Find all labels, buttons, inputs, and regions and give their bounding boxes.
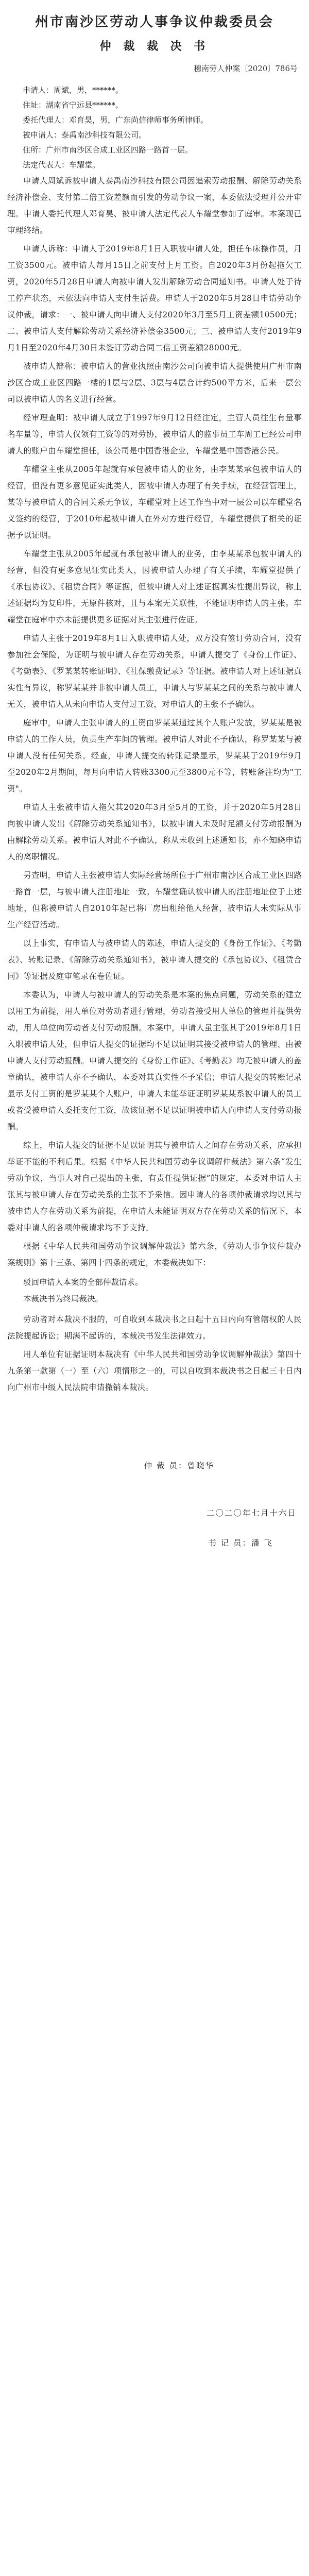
clerk-signature: 书 记 员：潘 飞 [208, 1538, 273, 1548]
organization-title: 州市南沙区劳动人事争议仲裁委员会 [35, 14, 274, 30]
intro-paragraph: 申请人周斌诉被申请人泰禹南沙科技有限公司因追索劳动报酬、解除劳动关系经济补偿金、支付第二倍工资差额而引发的劳动争议一案，本委依法受理并公开审理。申请人委托代理人邓育昊、被申请人法定代表人车耀堂参加了庭审。本案现已审理终结。 [7, 176, 302, 235]
signature-block [7, 1458, 302, 1551]
reasoning-paragraph: 本委认为，申请人与被申请人的劳动关系是本案的焦点问题，劳动关系的建立以用工为前提，用人单位对劳动者进行管理，劳动者接受用人单位的管理并提供劳动，用人单位向劳动者支付劳动报酬。本案中，申请人虽主张其于2019年8月1日入职被申请人处，但申请人提交的证据均不足以证明其接受被申请人的管理、由被申请人支付劳动报酬。申请人提交的《身份工作证》、《考勤表》均无被申请人的盖章确认，被申请人亦不予确认，本委对其真实性不予采信；申请人提交的转账记录显示支付工资的是罗某某个人账户，申请人未能举证证明罗某某系被申请人的员工或者受被申请人委托支付工资，故该证据不足以证明被申请人向申请人支付劳动报酬。 [7, 990, 302, 1131]
applicant-address-line: 住址：湖南省宁远县******。 [23, 100, 124, 110]
legal-basis-paragraph: 根据《中华人民共和国劳动争议调解仲裁法》第六条，《劳动人事争议仲裁办案规则》第十三条、第四十四条的规定，本委裁决如下： [7, 1242, 302, 1267]
legal-representative-line: 法定代表人：车耀堂。 [23, 160, 100, 170]
body-section [7, 173, 302, 1271]
evidence-summary-paragraph: 以上事实，有申请人与被申请人的陈述，申请人提交的《身份工作证》、《考勤表》、转账记录、《解除劳动关系通知书》，被申请人提交的《承包协议》、《租赁合同》等证据及庭审笔录在卷佐证。 [7, 939, 302, 981]
facts-paragraph: 庭审中，申请人主张申请人的工资由罗某某通过其个人账户发放，罗某某是被申请人的工作人员，负责生产车间的管理。被申请人对此不予确认，称罗某某与被申请人没有任何关系。经查，申请人提交的转账记录显示，罗某某于2019年9月至2020年2月期间，每月向申请人转账3300元至3800元不等，转账备注均为"工资"。 [7, 718, 302, 793]
respondent-address-line: 住所：广州市南沙区合成工业区四路一路首一层。 [23, 145, 193, 155]
applicant-line: 申请人：周斌，男，******。 [23, 86, 124, 95]
facts-paragraph: 申请人主张被申请人拖欠其2020年3月至5月的工资，并于2020年5月28日向被申请人发出《解除劳动关系通知书》，以被申请人未及时足额支付劳动报酬为由解除劳动关系。被申请人对此不予确认，称从未收到上述通知书，亦不知晓申请人的离职情况。 [7, 803, 302, 861]
facts-paragraph: 车耀堂主张从2005年起就有承包被申请人的业务，由李某某承包被申请人的经营，但没有更多意见证实此类人，因被申请人办理了有关手续，在经营管理上，某等与被申请人的合同关系无争议，车耀堂对上述工作当中对一层公司以车耀堂名义签约的经营，于2010年起被申请人在外对方进行经营，车耀堂提供了相关的证据予以证明。 [7, 465, 302, 540]
arbitration-document [7, 0, 302, 1551]
respondent-line: 被申请人：泰禹南沙科技有限公司。 [23, 130, 147, 140]
decision-date: 二〇二〇年七月十六日 [206, 1509, 297, 1518]
facts-paragraph: 车耀堂主张从2005年起就有承包被申请人的业务，由李某某承包被申请人的经营，但没有更多意见证实此类人，因被申请人办理了有关手续，车耀堂提供了《承包协议》、《租赁合同》等证据，但被申请人对上述证据真实性提出异议，称上述证据均为复印件，无原件核对，且与本案无关联性，不能证明申请人的主张。车耀堂在庭审中亦未能提供更多证据对其主张进行佐证。 [7, 549, 302, 624]
appeal-paragraph: 用人单位有证据证明本裁决有《中华人民共和国劳动争议调解仲裁法》第四十九条第一款第（一）至（六）项情形之一的，可以自收到本裁决书之日起三十日内向广州市中级人民法院申请撤销本裁决。 [7, 1350, 302, 1392]
agent-line: 委托代理人：邓育昊，男，广东尚信律师事务所律师。 [23, 115, 209, 125]
reasoning-paragraph: 综上，申请人提交的证据不足以证明其与被申请人之间存在劳动关系，应承担举证不能的不利后果。根据《中华人民共和国劳动争议调解仲裁法》第六条“发生劳动争议，当事人对自己提出的主张，有责任提供证据”的规定，本委对申请人主张其与被申请人存在劳动关系的主张不予采信。因申请人的各项仲裁请求均以其与被申请人存在劳动关系为前提，在申请人未能证明双方存在劳动关系的情况下，本委对申请人的各项仲裁请求均不予支持。 [7, 1141, 302, 1232]
facts-paragraph: 经审理查明：被申请人成立于1997年9月12日经注定，主营人员往生有量事名车量等，申请人仅领有工资等的对劳协，被申请人的监事员工车周工已经公司申请人的账户由车耀堂担任，该公司是中国香港企业，车耀堂是中国香港公民。 [7, 413, 302, 455]
document-title: 仲 裁 裁 决 书 [99, 40, 210, 53]
applicant-claims-paragraph: 申请人诉称：申请人于2019年8月1日入职被申请人处，担任车床操作员，月工资3500元。被申请人每月15日之前支付上月工资。自2020年3月份起拖欠工资，2020年5月28日申请人向被申请人发出解除劳动合同通知书。申请人处于待工停产状态，未依法向申请人支付生活费。申请人于2020年5月28日申请劳动争议仲裁，请求：一、被申请人向申请人支付2020年3月至5月工资差额10500元；二、被申请人支付解除劳动关系经济补偿金3500元；三、被申请人支付2019年9月1日至2020年4月30日未签订劳动合同二倍工资差额28000元。 [7, 244, 302, 352]
appeal-paragraph: 劳动者对本裁决不服的，可自收到本裁决书之日起十五日内向有管辖权的人民法院提起诉讼；期满不起诉的，本裁决书发生法律效力。 [7, 1315, 302, 1341]
appeal-section [7, 1311, 302, 1396]
facts-paragraph: 另查明，申请人主张被申请人实际经营场所位于广州市南沙区合成工业区四路一路首一层，与被申请人注册地址一致。车耀堂确认被申请人的注册地址位于上述地址，但称被申请人自2010年起已将厂房出租给他人经营，被申请人未实际从事生产经营活动。 [7, 871, 302, 929]
ruling-item: 驳回申请人本案的全部仲裁请求。 [23, 1278, 143, 1287]
parties-section [7, 83, 302, 173]
arbitrator-signature: 仲 裁 员：曾晓华 [144, 1461, 214, 1470]
respondent-defense-paragraph: 被申请人辩称：被申请人的营业执照由南沙公司向被申请人提供使用广州市南沙区合成工业区四路一楼的1层与2层、3层与4层合计约500平方米，后来一层公司以被申请人的名义进行经营。 [7, 362, 302, 404]
facts-paragraph: 申请人主张于2019年8月1日入职被申请人处，双方没有签订劳动合同，没有参加社会保险，为证明与被申请人存在劳动关系，申请人提交了《身份工作证》、《考勤表》、《罗某某转账证明》、《社保缴费记录》等证据。被申请人对上述证据真实性有异议，称罗某某并非被申请人员工，申请人与罗某某之间的关系与被申请人无关，被申请人从未向申请人支付过工资，对申请人的主张不予确认。 [7, 634, 302, 709]
ruling-list [7, 1274, 302, 1307]
ruling-item: 本裁决书为终局裁决。 [23, 1294, 104, 1303]
case-number: 穗南劳人仲案〔2020〕786号 [194, 64, 298, 73]
